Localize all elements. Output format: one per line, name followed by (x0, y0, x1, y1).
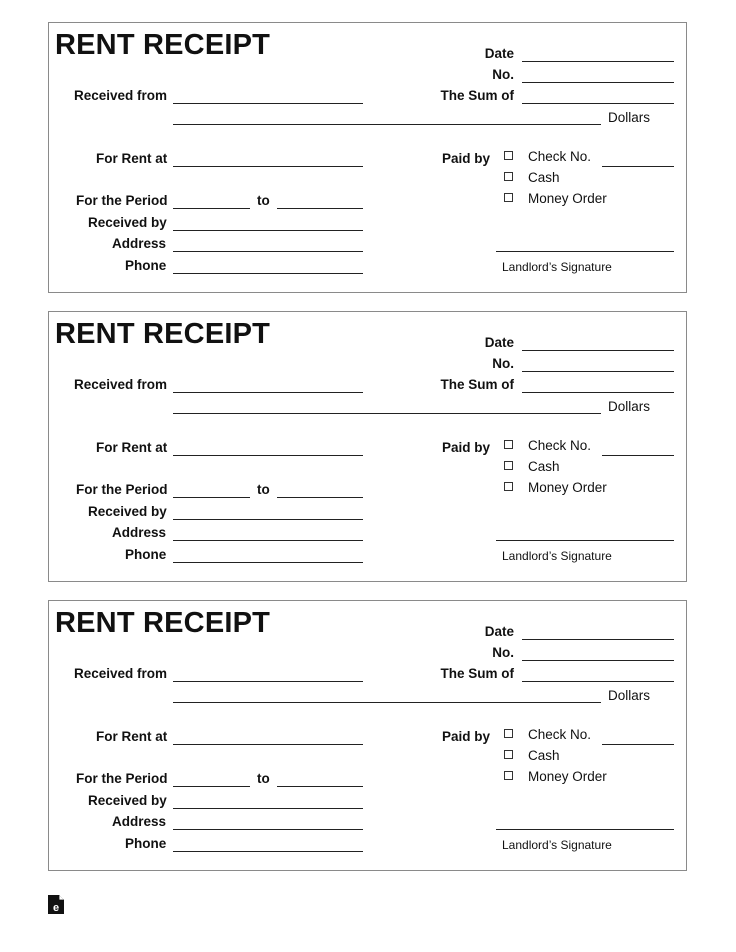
cash-option-label: Cash (528, 459, 560, 474)
received-by-label: Received by (88, 793, 167, 808)
amount-words-field[interactable] (173, 413, 601, 414)
received-by-label: Received by (88, 215, 167, 230)
date-label: Date (484, 46, 514, 61)
receipt-title: RENT RECEIPT (55, 318, 271, 350)
sum-field[interactable] (522, 681, 674, 682)
receipt-title: RENT RECEIPT (55, 29, 271, 61)
paid-by-label: Paid by (442, 440, 491, 455)
date-label: Date (484, 335, 514, 350)
signature-label: Landlord’s Signature (502, 260, 612, 274)
received-from-label: Received from (74, 377, 168, 392)
period-end-field[interactable] (277, 786, 363, 787)
money-order-checkbox[interactable] (504, 193, 513, 202)
phone-label: Phone (125, 258, 167, 273)
date-field[interactable] (522, 61, 674, 62)
money-order-option-label: Money Order (528, 191, 607, 206)
money-order-option-label: Money Order (528, 769, 607, 784)
sum-label: The Sum of (440, 377, 514, 392)
period-label: For the Period (76, 193, 168, 208)
rent-receipt-2 (48, 311, 687, 582)
check-number-field[interactable] (602, 166, 674, 167)
check-checkbox[interactable] (504, 151, 513, 160)
amount-words-field[interactable] (173, 124, 601, 125)
svg-text:e: e (52, 902, 60, 914)
dollars-label: Dollars (608, 399, 651, 414)
date-field[interactable] (522, 350, 674, 351)
check-option-label: Check No. (528, 727, 592, 742)
eforms-logo-icon (48, 892, 64, 914)
for-rent-label: For Rent at (96, 729, 168, 744)
for-rent-field[interactable] (173, 744, 363, 745)
signature-label: Landlord’s Signature (502, 838, 612, 852)
to-label: to (257, 771, 270, 786)
period-start-field[interactable] (173, 497, 250, 498)
dollars-label: Dollars (608, 110, 651, 125)
received-from-field[interactable] (173, 681, 363, 682)
check-number-field[interactable] (602, 744, 674, 745)
received-from-field[interactable] (173, 392, 363, 393)
check-option-label: Check No. (528, 438, 592, 453)
receipt-number-field[interactable] (522, 660, 674, 661)
for-rent-label: For Rent at (96, 440, 168, 455)
rent-receipt-1 (48, 22, 687, 293)
phone-label: Phone (125, 836, 167, 851)
check-option-label: Check No. (528, 149, 592, 164)
cash-option-label: Cash (528, 170, 560, 185)
address-label: Address (112, 236, 167, 251)
to-label: to (257, 482, 270, 497)
received-from-label: Received from (74, 666, 168, 681)
for-rent-field[interactable] (173, 166, 363, 167)
sum-label: The Sum of (440, 88, 514, 103)
no-label: No. (492, 67, 514, 82)
period-label: For the Period (76, 771, 168, 786)
to-label: to (257, 193, 270, 208)
signature-field[interactable] (496, 251, 674, 252)
paid-by-label: Paid by (442, 729, 491, 744)
money-order-checkbox[interactable] (504, 482, 513, 491)
phone-field[interactable] (173, 851, 363, 852)
sum-field[interactable] (522, 103, 674, 104)
paid-by-label: Paid by (442, 151, 491, 166)
period-label: For the Period (76, 482, 168, 497)
received-by-label: Received by (88, 504, 167, 519)
dollars-label: Dollars (608, 688, 651, 703)
sum-field[interactable] (522, 392, 674, 393)
received-by-field[interactable] (173, 230, 363, 231)
received-from-field[interactable] (173, 103, 363, 104)
phone-field[interactable] (173, 273, 363, 274)
period-start-field[interactable] (173, 208, 250, 209)
receipt-number-field[interactable] (522, 371, 674, 372)
check-number-field[interactable] (602, 455, 674, 456)
date-field[interactable] (522, 639, 674, 640)
for-rent-label: For Rent at (96, 151, 168, 166)
received-from-label: Received from (74, 88, 168, 103)
sum-label: The Sum of (440, 666, 514, 681)
address-label: Address (112, 525, 167, 540)
phone-label: Phone (125, 547, 167, 562)
period-start-field[interactable] (173, 786, 250, 787)
cash-checkbox[interactable] (504, 750, 513, 759)
period-end-field[interactable] (277, 208, 363, 209)
no-label: No. (492, 645, 514, 660)
cash-option-label: Cash (528, 748, 560, 763)
money-order-checkbox[interactable] (504, 771, 513, 780)
address-field[interactable] (173, 829, 363, 830)
amount-words-field[interactable] (173, 702, 601, 703)
receipt-number-field[interactable] (522, 82, 674, 83)
received-by-field[interactable] (173, 808, 363, 809)
rent-receipt-3 (48, 600, 687, 871)
check-checkbox[interactable] (504, 729, 513, 738)
no-label: No. (492, 356, 514, 371)
signature-field[interactable] (496, 540, 674, 541)
cash-checkbox[interactable] (504, 172, 513, 181)
period-end-field[interactable] (277, 497, 363, 498)
signature-label: Landlord’s Signature (502, 549, 612, 563)
money-order-option-label: Money Order (528, 480, 607, 495)
address-field[interactable] (173, 540, 363, 541)
phone-field[interactable] (173, 562, 363, 563)
signature-field[interactable] (496, 829, 674, 830)
for-rent-field[interactable] (173, 455, 363, 456)
received-by-field[interactable] (173, 519, 363, 520)
address-label: Address (112, 814, 167, 829)
date-label: Date (484, 624, 514, 639)
cash-checkbox[interactable] (504, 461, 513, 470)
address-field[interactable] (173, 251, 363, 252)
receipt-title: RENT RECEIPT (55, 607, 271, 639)
check-checkbox[interactable] (504, 440, 513, 449)
